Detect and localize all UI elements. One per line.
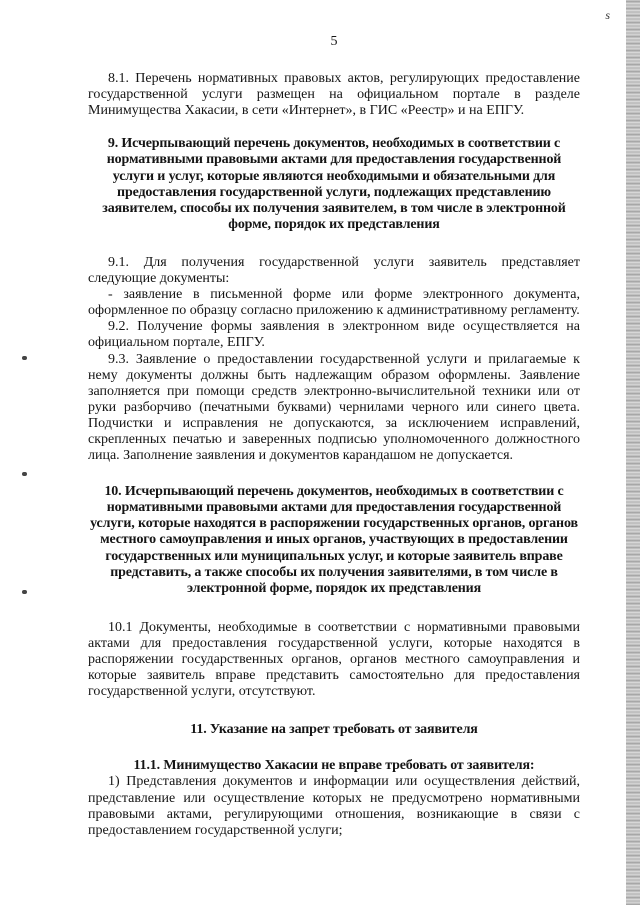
section-heading-9: 9. Исчерпывающий перечень документов, необходимых в соответствии с нормативными правовыми актами для предоставления государственной услуги и услуг, которые являются необходимыми и обязательными для предоставления государственной услуги, подлежащих представлению заявителем, способы их получения заявителем, в том числе в электронной форме, порядок их представления	[102, 136, 566, 232]
scan-edge-shadow	[626, 0, 640, 905]
margin-punch-mark	[22, 356, 27, 360]
paragraph-11-1-item-1: 1) Представления документов и информации или осуществления действий, представление или осуществление которых не предусмотрено нормативными правовыми актами, регулирующими отношения, возникающие в связи с предоставлением государственной услуги;	[88, 774, 580, 838]
document-page	[88, 34, 580, 839]
paragraph-8-1: 8.1. Перечень нормативных правовых актов, регулирующих предоставление государственной услуги размещен на официальном портале в разделе Минимущества Хакасии, в сети «Интернет», в ГИС «Реестр» и на ЕПГУ.	[88, 71, 580, 119]
paragraph-9-3: 9.3. Заявление о предоставлении государственной услуги и прилагаемые к нему документы должны быть надлежащим образом оформлены. Заявление заполняется при помощи средств электронно-вычислительной техники или от руки разборчиво (печатными буквами) чернилами черного или синего цвета. Подчистки и исправления не допускаются, за исключением исправлений, скрепленных печатью и заверенных подписью уполномоченного должностного лица. Заполнение заявления и документов карандашом не допускается.	[88, 351, 580, 464]
paragraph-9-2: 9.2. Получение формы заявления в электронном виде осуществляется на официальном портале, ЕПГУ.	[88, 319, 580, 351]
paragraph-9-1: 9.1. Для получения государственной услуги заявитель представляет следующие документы:	[88, 254, 580, 287]
handwritten-page-mark: ѕ	[605, 8, 610, 22]
section-heading-11: 11. Указание на запрет требовать от заявителя	[190, 722, 478, 738]
margin-punch-mark	[22, 590, 27, 594]
subsection-heading-11-1: 11.1. Минимущество Хакасии не вправе требовать от заявителя:	[133, 758, 535, 774]
paragraph-9-1-list-item: - заявление в письменной форме или форме электронного документа, оформленное по образцу согласно приложению к административному регламенту.	[88, 287, 580, 319]
margin-punch-mark	[22, 472, 27, 476]
section-heading-10: 10. Исчерпывающий перечень документов, необходимых в соответствии с нормативными правовыми актами для предоставления государственной услуги, которые находятся в распоряжении государственных органов, органов местного самоуправления и иных органов, участвующих в предоставлении государственных или муниципальных услуг, и которые заявитель вправе представить, а также способы их получения заявителями, в том числе в электронной форме, порядок их представления	[90, 484, 578, 596]
page-number: 5	[330, 34, 338, 49]
paragraph-10-1: 10.1 Документы, необходимые в соответствии с нормативными правовыми актами для предоставления государственной услуги, которые находятся в распоряжении государственных органов, органов местного самоуправления и которые заявитель вправе представить самостоятельно для предоставления государственной услуги, отсутствуют.	[88, 619, 580, 700]
